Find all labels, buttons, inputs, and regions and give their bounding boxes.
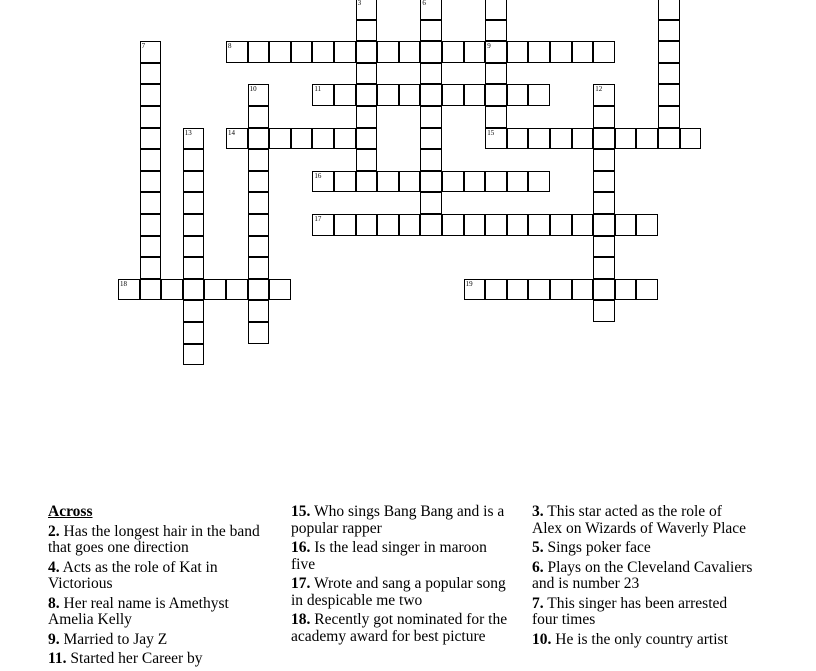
grid-cell[interactable] xyxy=(615,214,637,236)
grid-cell[interactable] xyxy=(636,214,658,236)
grid-cell[interactable] xyxy=(248,300,270,322)
grid-cell[interactable] xyxy=(226,128,248,150)
grid-cell[interactable] xyxy=(420,84,442,106)
grid-cell[interactable] xyxy=(248,128,270,150)
clue-across-18: 18. Recently got nominated for the academy award for best picture xyxy=(291,611,508,645)
grid-cell[interactable] xyxy=(550,214,572,236)
clue-number-label: 17 xyxy=(314,215,322,223)
grid-cell[interactable] xyxy=(636,128,658,150)
grid-cell[interactable] xyxy=(485,214,507,236)
clue-number-label: 18 xyxy=(120,279,127,288)
grid-cell[interactable] xyxy=(312,128,334,150)
clue-number-label: 11 xyxy=(314,85,322,94)
clue-across-11: 11. Started her Career by xyxy=(48,650,203,667)
grid-cell[interactable] xyxy=(593,84,615,106)
grid-cell[interactable] xyxy=(420,192,442,214)
grid-cell[interactable] xyxy=(183,279,205,301)
grid-cell[interactable] xyxy=(291,41,313,63)
grid-cell[interactable] xyxy=(118,279,140,301)
grid-cell[interactable] xyxy=(442,84,464,106)
grid-cell[interactable] xyxy=(334,128,356,150)
grid-cell[interactable] xyxy=(334,214,356,236)
clue-across-16: 16. Is the lead singer in maroon five xyxy=(291,539,487,573)
grid-cell[interactable] xyxy=(204,279,226,301)
clue-number-label: 6 xyxy=(422,0,426,7)
grid-cell[interactable] xyxy=(140,106,162,128)
clue-column-1 xyxy=(48,504,270,671)
grid-cell[interactable] xyxy=(312,171,334,193)
grid-cell[interactable] xyxy=(507,41,529,63)
clue-across-9: 9. Married to Jay Z xyxy=(48,630,168,648)
clue-down-7: 7. This singer has been arrested four times xyxy=(532,594,728,628)
grid-cell[interactable] xyxy=(377,84,399,106)
clue-number-label: 7 xyxy=(141,42,146,51)
grid-cell[interactable] xyxy=(572,128,594,150)
grid-cell[interactable] xyxy=(269,41,291,63)
grid-cell[interactable] xyxy=(334,84,356,106)
grid-cell[interactable] xyxy=(248,214,270,236)
grid-cell[interactable] xyxy=(528,41,550,63)
grid-cell[interactable] xyxy=(183,192,205,214)
grid-cell[interactable] xyxy=(356,149,378,171)
clue-across-17: 17. Wrote and sang a popular song in despicable me two xyxy=(291,575,506,609)
grid-cell[interactable] xyxy=(269,279,291,301)
clue-column-3 xyxy=(532,504,754,651)
grid-cell[interactable] xyxy=(528,84,550,106)
grid-cell[interactable] xyxy=(442,41,464,63)
grid-cell[interactable] xyxy=(464,171,486,193)
clue-across-15: 15. Who sings Bang Bang and is a popular rapper xyxy=(291,503,505,537)
grid-cell[interactable] xyxy=(356,41,378,63)
grid-cell[interactable] xyxy=(593,149,615,171)
grid-cell[interactable] xyxy=(140,257,162,279)
grid-cell[interactable] xyxy=(485,63,507,85)
clue-down-6: 6. Plays on the Cleveland Cavaliers and is number 23 xyxy=(532,558,753,592)
grid-cell[interactable] xyxy=(248,236,270,258)
grid-cell[interactable] xyxy=(248,192,270,214)
grid-cell[interactable] xyxy=(528,279,550,301)
grid-cell[interactable] xyxy=(658,41,680,63)
grid-cell[interactable] xyxy=(334,171,356,193)
grid-cell[interactable] xyxy=(226,279,248,301)
clue-number-label: 9 xyxy=(487,42,491,51)
grid-cell[interactable] xyxy=(464,41,486,63)
grid-cell[interactable] xyxy=(420,106,442,128)
grid-cell[interactable] xyxy=(399,214,421,236)
grid-cell[interactable] xyxy=(161,279,183,301)
grid-cell[interactable] xyxy=(312,41,334,63)
grid-cell[interactable] xyxy=(248,41,270,63)
grid-cell[interactable] xyxy=(312,214,334,236)
grid-cell[interactable] xyxy=(485,279,507,301)
grid-cell[interactable] xyxy=(615,279,637,301)
grid-cell[interactable] xyxy=(464,214,486,236)
grid-cell[interactable] xyxy=(226,41,248,63)
grid-cell[interactable] xyxy=(140,149,162,171)
grid-cell[interactable] xyxy=(377,41,399,63)
clue-number-label: 16 xyxy=(314,171,322,180)
grid-cell[interactable] xyxy=(356,84,378,106)
grid-cell[interactable] xyxy=(485,41,507,63)
clue-down-10: 10. He is the only country artist xyxy=(532,630,728,648)
grid-cell[interactable] xyxy=(550,41,572,63)
grid-cell[interactable] xyxy=(485,20,507,42)
grid-cell[interactable] xyxy=(248,149,270,171)
clue-number-label: 3 xyxy=(357,0,362,7)
grid-cell[interactable] xyxy=(183,300,205,322)
grid-cell[interactable] xyxy=(442,214,464,236)
grid-cell[interactable] xyxy=(183,322,205,344)
grid-cell[interactable] xyxy=(572,279,594,301)
grid-cell[interactable] xyxy=(334,41,356,63)
grid-cell[interactable] xyxy=(485,0,507,20)
grid-cell[interactable] xyxy=(377,171,399,193)
grid-cell[interactable] xyxy=(593,300,615,322)
clue-across-4: 4. Acts as the role of Kat in Victorious xyxy=(48,558,218,592)
grid-cell[interactable] xyxy=(420,0,442,20)
grid-cell[interactable] xyxy=(507,214,529,236)
grid-cell[interactable] xyxy=(615,128,637,150)
grid-cell[interactable] xyxy=(485,128,507,150)
grid-cell[interactable] xyxy=(399,84,421,106)
grid-cell[interactable] xyxy=(507,84,529,106)
grid-cell[interactable] xyxy=(420,63,442,85)
grid-cell[interactable] xyxy=(399,41,421,63)
clue-across-2: 2. Has the longest hair in the band that goes one direction xyxy=(48,522,260,556)
across-heading: Across xyxy=(48,503,93,520)
grid-cell[interactable] xyxy=(356,20,378,42)
grid-cell[interactable] xyxy=(420,171,442,193)
grid-cell[interactable] xyxy=(183,344,205,366)
grid-cell[interactable] xyxy=(593,106,615,128)
grid-cell[interactable] xyxy=(183,257,205,279)
clue-down-5: 5. Sings poker face xyxy=(532,539,651,556)
grid-cell[interactable] xyxy=(420,214,442,236)
grid-cell[interactable] xyxy=(140,279,162,301)
clue-across-8: 8. Her real name is Amethyst Amelia Kelly xyxy=(48,594,229,628)
grid-cell[interactable] xyxy=(507,171,529,193)
grid-cell[interactable] xyxy=(420,149,442,171)
grid-cell[interactable] xyxy=(593,171,615,193)
grid-cell[interactable] xyxy=(356,171,378,193)
grid-cell[interactable] xyxy=(140,84,162,106)
grid-cell[interactable] xyxy=(140,63,162,85)
clue-number-label: 14 xyxy=(228,128,235,137)
grid-cell[interactable] xyxy=(420,41,442,63)
grid-cell[interactable] xyxy=(658,63,680,85)
clue-number-label: 15 xyxy=(487,128,495,137)
grid-cell[interactable] xyxy=(593,128,615,150)
clue-number-label: 10 xyxy=(249,85,257,94)
grid-cell[interactable] xyxy=(140,214,162,236)
grid-cell[interactable] xyxy=(658,84,680,106)
grid-cell[interactable] xyxy=(183,171,205,193)
grid-cell[interactable] xyxy=(507,128,529,150)
grid-cell[interactable] xyxy=(183,128,205,150)
grid-cell[interactable] xyxy=(464,279,486,301)
grid-cell[interactable] xyxy=(593,214,615,236)
grid-cell[interactable] xyxy=(658,128,680,150)
grid-cell[interactable] xyxy=(528,214,550,236)
grid-cell[interactable] xyxy=(572,41,594,63)
grid-cell[interactable] xyxy=(183,214,205,236)
grid-cell[interactable] xyxy=(356,106,378,128)
grid-cell[interactable] xyxy=(312,84,334,106)
clue-number-label: 13 xyxy=(184,128,192,137)
grid-cell[interactable] xyxy=(420,128,442,150)
grid-cell[interactable] xyxy=(593,192,615,214)
clue-column-2 xyxy=(291,504,513,648)
grid-cell[interactable] xyxy=(248,279,270,301)
grid-cell[interactable] xyxy=(140,236,162,258)
grid-cell[interactable] xyxy=(356,0,378,20)
grid-cell[interactable] xyxy=(183,236,205,258)
grid-cell[interactable] xyxy=(593,236,615,258)
grid-cell[interactable] xyxy=(420,20,442,42)
grid-cell[interactable] xyxy=(528,171,550,193)
grid-cell[interactable] xyxy=(550,279,572,301)
grid-cell[interactable] xyxy=(140,128,162,150)
grid-cell[interactable] xyxy=(356,128,378,150)
grid-cell[interactable] xyxy=(377,214,399,236)
grid-cell[interactable] xyxy=(550,128,572,150)
grid-cell[interactable] xyxy=(248,171,270,193)
grid-cell[interactable] xyxy=(485,106,507,128)
clue-number-label: 12 xyxy=(595,85,603,94)
grid-cell[interactable] xyxy=(680,128,702,150)
grid-cell[interactable] xyxy=(593,257,615,279)
grid-cell[interactable] xyxy=(248,84,270,106)
grid-cell[interactable] xyxy=(269,128,291,150)
grid-cell[interactable] xyxy=(593,279,615,301)
clue-number-label: 8 xyxy=(228,42,232,51)
grid-cell[interactable] xyxy=(593,41,615,63)
grid-cell[interactable] xyxy=(507,279,529,301)
clue-down-3: 3. This star acted as the role of Alex on Wizards of Waverly Place xyxy=(532,503,747,537)
grid-cell[interactable] xyxy=(248,106,270,128)
grid-cell[interactable] xyxy=(658,106,680,128)
grid-cell[interactable] xyxy=(356,63,378,85)
grid-cell[interactable] xyxy=(485,84,507,106)
grid-cell[interactable] xyxy=(248,257,270,279)
grid-cell[interactable] xyxy=(248,322,270,344)
grid-cell[interactable] xyxy=(140,192,162,214)
grid-cell[interactable] xyxy=(658,20,680,42)
grid-cell[interactable] xyxy=(140,171,162,193)
grid-cell[interactable] xyxy=(485,171,507,193)
grid-cell[interactable] xyxy=(636,279,658,301)
clue-number-label: 19 xyxy=(465,279,473,288)
grid-cell[interactable] xyxy=(442,171,464,193)
grid-cell[interactable] xyxy=(528,128,550,150)
grid-cell[interactable] xyxy=(183,149,205,171)
grid-cell[interactable] xyxy=(658,0,680,20)
grid-cell[interactable] xyxy=(572,214,594,236)
grid-cell[interactable] xyxy=(140,41,162,63)
grid-cell[interactable] xyxy=(356,214,378,236)
grid-cell[interactable] xyxy=(464,84,486,106)
grid-cell[interactable] xyxy=(399,171,421,193)
grid-cell[interactable] xyxy=(291,128,313,150)
